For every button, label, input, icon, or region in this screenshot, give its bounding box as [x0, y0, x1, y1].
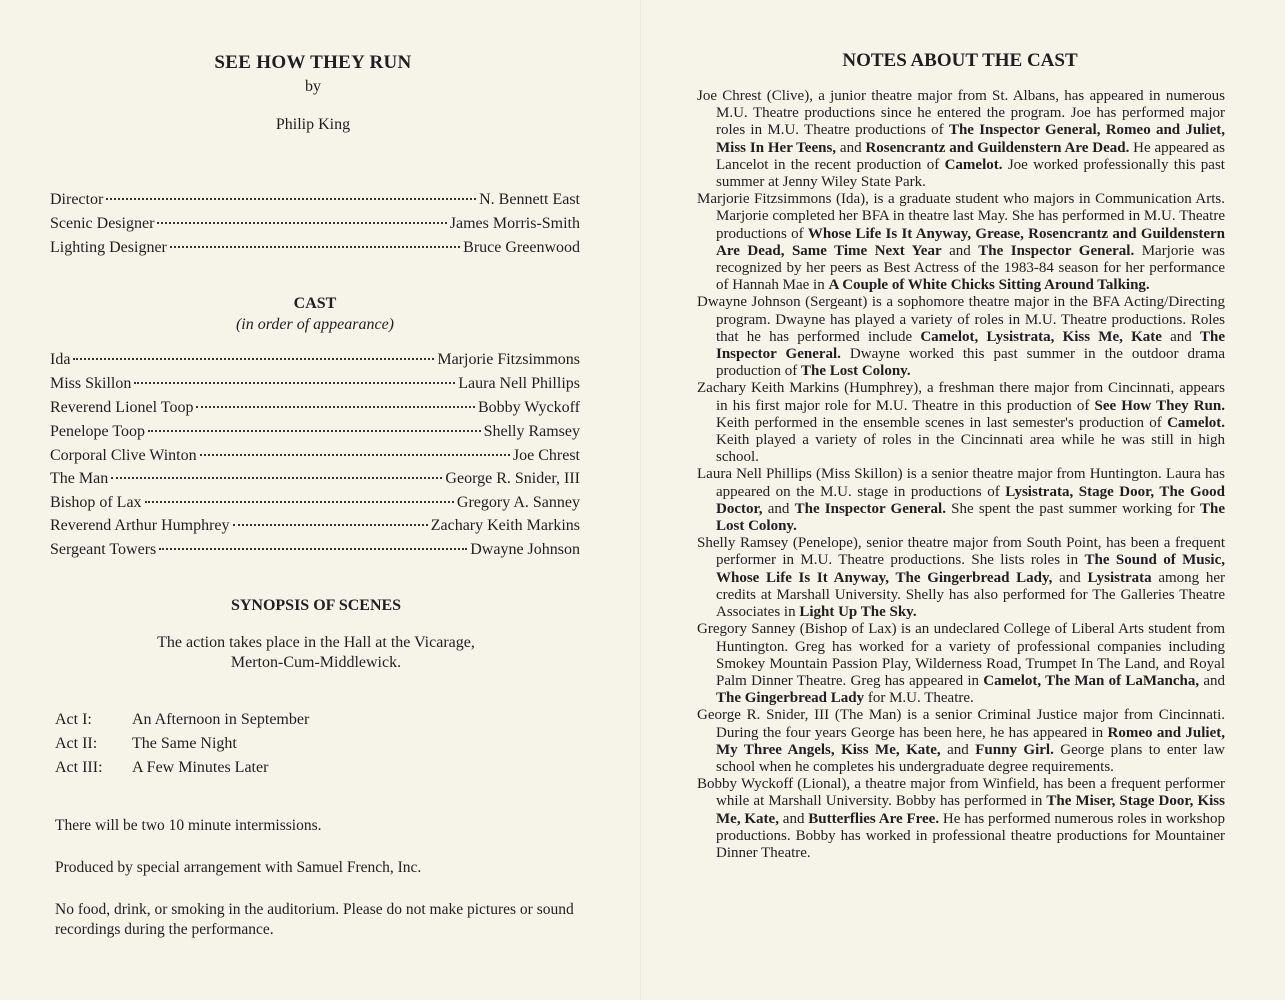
crew-row-scenic-designer	[50, 215, 580, 237]
actor-name: Shelly Ramsey	[483, 423, 580, 440]
production-title: Romeo and Juliet, My Three Angels, Kiss Me, Kate,	[716, 724, 1225, 758]
production-title: Whose Life Is It Anyway, Grease, Rosencrantz and Guildenstern Are Dead, Same Time Next Year	[716, 225, 1225, 259]
dot-leader	[111, 477, 442, 479]
production-title: The Inspector General.	[794, 500, 946, 517]
actor-name: Laura Nell Phillips	[458, 375, 580, 392]
cast-row	[50, 517, 580, 539]
note-text: George R. Snider, III (The Man) is a senior Criminal Justice major from Cincinnati. During the four years George has been here, he has appeared in	[697, 707, 1225, 741]
synopsis-line: Merton-Cum-Middlewick.	[230, 654, 402, 671]
act-row	[55, 711, 309, 729]
production-title: Camelot.	[1167, 414, 1225, 431]
note-text: and	[762, 500, 795, 517]
actor-name: Zachary Keith Markins	[430, 517, 580, 534]
crew-name: James Morris-Smith	[449, 215, 580, 232]
cast-row	[50, 494, 580, 516]
act-label: Act I:	[55, 711, 92, 728]
note-text: Laura Nell Phillips (Miss Skillon) is a senior theatre major from Huntington. Laura has appeared on the M.U. stage in productions of	[697, 466, 1225, 500]
note-text: Shelly Ramsey (Penelope), senior theatre major from South Point, has been a frequent performer in M.U. Theatre productions. She lists roles in	[697, 535, 1225, 569]
dot-leader	[170, 246, 460, 248]
character-name: Reverend Lionel Toop	[50, 399, 194, 416]
left-page	[0, 0, 640, 1000]
note-text: Keith performed in the ensemble scenes in last semester's production of	[716, 414, 1168, 431]
production-title: Butterflies Are Free.	[808, 810, 940, 827]
actor-name: Dwayne Johnson	[470, 541, 580, 558]
character-name: Ida	[50, 351, 71, 368]
dot-leader	[159, 548, 467, 550]
note-text: and	[1161, 328, 1200, 345]
cast-note	[697, 294, 1225, 380]
synopsis-line: The action takes place in the Hall at the Vicarage,	[157, 634, 475, 651]
dot-leader	[157, 222, 446, 224]
crew-row-lighting-designer	[50, 239, 580, 261]
intermission-note: There will be two 10 minute intermissions.	[55, 817, 322, 834]
character-name: Miss Skillon	[50, 375, 132, 392]
production-title: A Couple of White Chicks Sitting Around Talking.	[828, 277, 1150, 294]
cast-note	[697, 776, 1225, 862]
cast-note	[697, 466, 1225, 535]
production-title: The Sound of Music, Whose Life Is It Anyway, The Gingerbread Lady,	[716, 552, 1225, 586]
production-title: Rosencrantz and Guildenstern Are Dead.	[865, 139, 1130, 156]
notes-heading: NOTES ABOUT THE CAST	[842, 50, 1078, 71]
crew-role: Director	[50, 191, 104, 208]
by-line: by	[305, 78, 321, 95]
production-title: The Lost Colony.	[716, 500, 1225, 535]
act-scene: The Same Night	[132, 735, 237, 752]
act-scene: An Afternoon in September	[132, 711, 310, 728]
note-text: He appeared as Lancelot in the recent production of	[716, 139, 1225, 173]
arrangement-note: Produced by special arrangement with Samuel French, Inc.	[55, 859, 422, 876]
cast-note	[697, 380, 1225, 466]
production-title: The Inspector General.	[978, 242, 1135, 259]
dot-leader	[134, 382, 455, 384]
cast-row	[50, 399, 580, 421]
production-title: The Gingerbread Lady	[716, 690, 865, 707]
note-text: George plans to enter law school when he completes his undergraduate degree requirements.	[716, 741, 1226, 775]
production-title: The Inspector General, Romeo and Juliet, Miss In Her Teens,	[716, 122, 1226, 156]
act-label: Act II:	[55, 735, 98, 752]
production-title: Camelot, Lysistrata, Kiss Me, Kate	[920, 328, 1162, 345]
note-text: and	[941, 242, 979, 259]
note-text: Joe Chrest (Clive), a junior theatre major from St. Albans, has appeared in numerous M.U. Theatre productions since he entered the program. Joe has performed major roles in M.U. Theatre productions of	[697, 88, 1225, 139]
synopsis-heading: SYNOPSIS OF SCENES	[230, 597, 402, 614]
note-text: Dwayne Johnson (Sergeant) is a sophomore theatre major in the BFA Acting/Directing program. Dwayne has played a variety of roles in M.U. Theatre productions. Roles that he has performed include	[697, 294, 1225, 345]
note-text: Gregory Sanney (Bishop of Lax) is an undeclared College of Liberal Arts student from Huntington. Greg has worked for a variety of professional companies including Smokey Mountain Passion Play, Wilderness Road, Trumpet In The Land, and Royal Palm Dinner Theatre. Greg has appeared in	[697, 621, 1225, 689]
note-text: Zachary Keith Markins (Humphrey), a freshman there major from Cincinnati, appears in his first major role for M.U. Theatre in this production of	[697, 380, 1225, 414]
act-label: Act III:	[55, 759, 103, 776]
actor-name: Marjorie Fitzsimmons	[437, 351, 580, 368]
actor-name: Joe Chrest	[512, 447, 580, 464]
cast-heading: CAST	[293, 295, 337, 312]
production-title: The Inspector General.	[716, 328, 1225, 363]
act-row	[55, 759, 268, 777]
note-text: for M.U. Theatre.	[864, 690, 974, 707]
note-text: and	[1199, 672, 1225, 689]
character-name: Bishop of Lax	[50, 494, 142, 511]
page-fold	[640, 0, 641, 1000]
production-title: Lysistrata, Stage Door, The Good Doctor,	[716, 483, 1225, 517]
note-text: Bobby Wyckoff (Lional), a theatre major from Winfield, has been a frequent performer while at Marshall University. Bobby has performed in	[697, 776, 1225, 810]
character-name: Penelope Toop	[50, 423, 146, 440]
dot-leader	[233, 524, 428, 526]
note-text: He has performed numerous roles in workshop productions. Bobby has worked in professional theatre productions for Mountainer Dinner Theatre.	[716, 810, 1225, 861]
synopsis-text	[0, 633, 632, 673]
note-text: and	[836, 139, 866, 156]
character-name: The Man	[50, 470, 109, 487]
cast-row	[50, 470, 580, 492]
character-name: Sergeant Towers	[50, 541, 157, 558]
note-text: among her credits at Marshall University. Shelly has also performed for The Galleries Theatre Associates in	[716, 569, 1225, 621]
cast-row	[50, 447, 580, 469]
production-title: Camelot, The Man of LaMancha,	[983, 672, 1200, 689]
cast-row	[50, 351, 580, 373]
cast-row	[50, 375, 580, 397]
production-title: The Lost Colony.	[800, 363, 911, 380]
note-text: Marjorie was recognized by her peers as Best Actress of the 1983-84 season for her performance of Hannah Mae in	[716, 242, 1225, 294]
crew-role: Lighting Designer	[50, 239, 167, 256]
note-text: Keith played a variety of roles in the Cincinnati area while he was still in high school.	[716, 432, 1225, 466]
production-title: The Miser, Stage Door, Kiss Me, Kate,	[716, 793, 1225, 827]
cast-note	[697, 191, 1225, 294]
crew-name: Bruce Greenwood	[463, 239, 580, 256]
note-text: Joe worked professionally this past summer at Jenny Wiley State Park.	[716, 156, 1225, 191]
production-title: Light Up The Sky.	[799, 604, 917, 621]
actor-name: Bobby Wyckoff	[478, 399, 580, 416]
production-title: Funny Girl.	[975, 741, 1054, 758]
policy-note: No food, drink, or smoking in the auditorium. Please do not make pictures or sound recordings during the performance.	[55, 901, 574, 938]
cast-row	[50, 423, 580, 445]
dot-leader	[200, 454, 510, 456]
note-text: and	[1052, 569, 1088, 586]
cast-note	[697, 707, 1225, 776]
note-text: She spent the past summer working for	[945, 500, 1200, 517]
actor-name: Gregory A. Sanney	[456, 494, 580, 511]
cast-notes	[697, 88, 1225, 862]
crew-role: Scenic Designer	[50, 215, 155, 232]
note-text: Marjorie Fitzsimmons (Ida), is a graduate student who majors in Communication Arts. Marjorie completed her BFA in theatre last May. She has performed in M.U. Theatre productions of	[697, 191, 1225, 242]
act-scene: A Few Minutes Later	[132, 759, 269, 776]
cast-note	[697, 535, 1225, 621]
act-row	[55, 735, 237, 753]
production-title: See How They Run.	[1094, 397, 1225, 414]
note-text: and	[940, 741, 976, 758]
playwright-name: Philip King	[275, 116, 351, 133]
cast-note	[697, 621, 1225, 707]
note-text: Dwayne worked this past summer in the outdoor drama production of	[716, 346, 1225, 380]
cast-subheading: (in order of appearance)	[235, 316, 395, 333]
dot-leader	[73, 358, 434, 360]
character-name: Corporal Clive Winton	[50, 447, 197, 464]
crew-row-director	[50, 191, 580, 213]
play-title: SEE HOW THEY RUN	[214, 52, 412, 73]
production-title: Lysistrata	[1087, 569, 1152, 586]
note-text: and	[778, 810, 809, 827]
cast-note	[697, 88, 1225, 191]
actor-name: George R. Snider, III	[445, 470, 580, 487]
cast-row	[50, 541, 580, 563]
dot-leader	[148, 430, 481, 432]
character-name: Reverend Arthur Humphrey	[50, 517, 230, 534]
crew-name: N. Bennett East	[479, 191, 580, 208]
dot-leader	[145, 501, 454, 503]
dot-leader	[196, 406, 475, 408]
dot-leader	[106, 198, 476, 200]
production-title: Camelot.	[944, 156, 1003, 173]
